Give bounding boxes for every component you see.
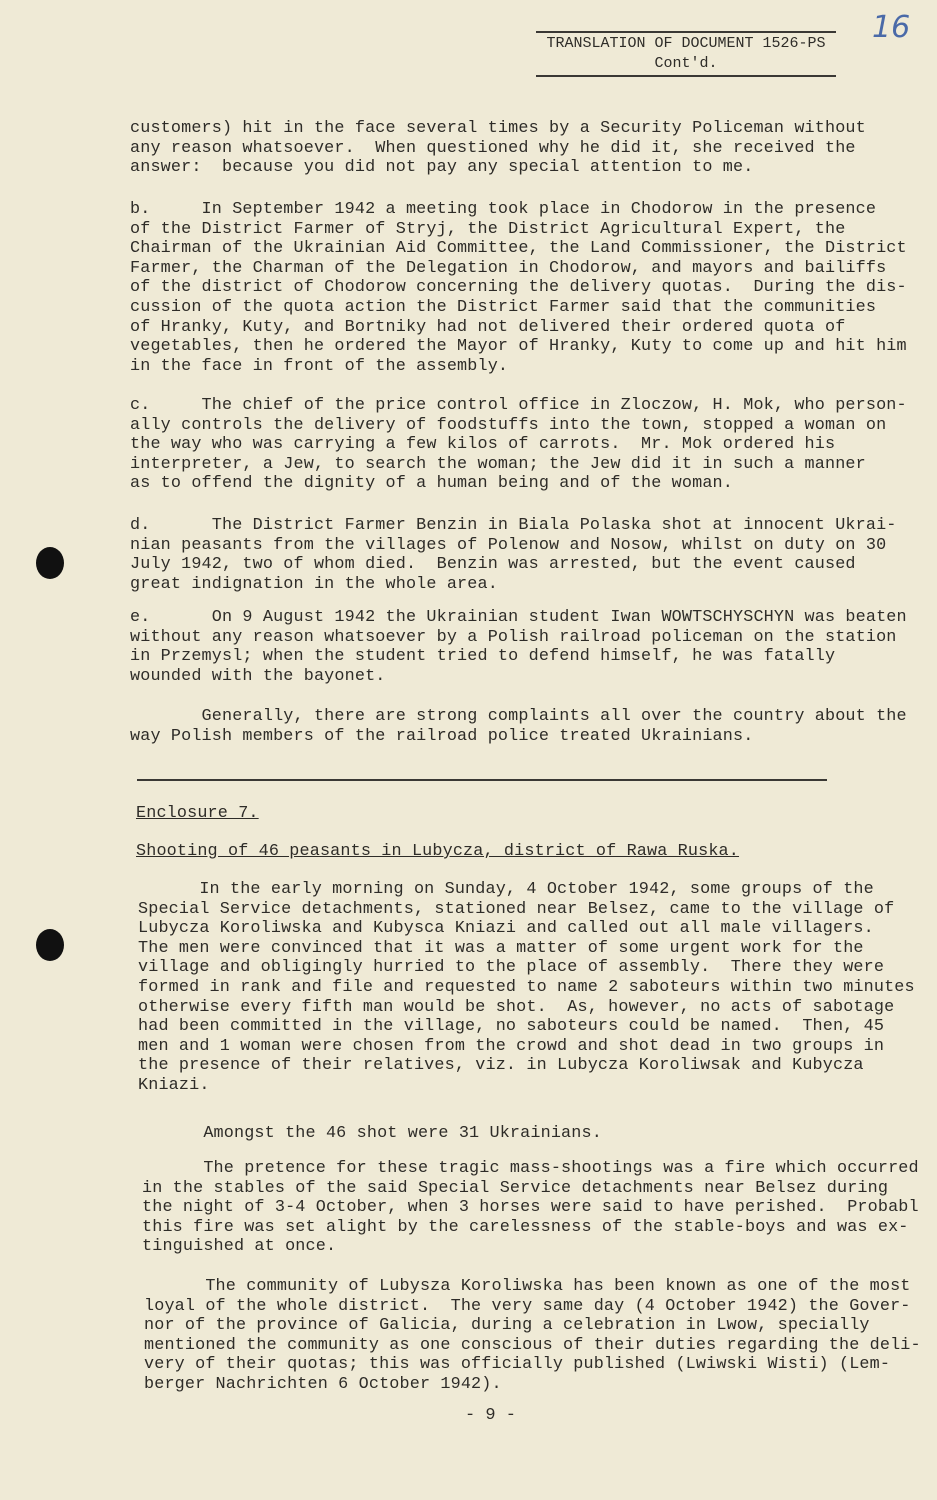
paragraph bbox=[130, 119, 866, 178]
text-line: interpreter, a Jew, to search the woman; the Jew did it in such a manner bbox=[130, 454, 866, 474]
paragraph-e bbox=[130, 608, 907, 686]
text-line: of Hranky, Kuty, and Bortniky had not delivered their ordered quota of bbox=[130, 317, 846, 337]
text-line: in the stables of the said Special Service detachments near Belsez during bbox=[142, 1178, 889, 1198]
text-line: great indignation in the whole area. bbox=[130, 574, 498, 594]
text-line: of the District Farmer of Stryj, the District Agricultural Expert, the bbox=[130, 219, 846, 239]
text-line: Lubycza Koroliwska and Kubysca Kniazi and called out all male villagers. bbox=[138, 919, 874, 939]
punch-hole bbox=[36, 547, 64, 579]
text-line: tinguished at once. bbox=[142, 1237, 337, 1257]
enclosure-paragraph bbox=[142, 1124, 602, 1144]
text-line: e. On 9 August 1942 the Ukrainian student Iwan WOWTSCHYSCHYN was beaten bbox=[130, 608, 907, 627]
enclosure-title: Shooting of 46 peasants in Lubycza, district of Rawa Ruska. bbox=[136, 842, 740, 861]
header-rule-bottom bbox=[536, 75, 836, 77]
text-line: In the early morning on Sunday, 4 October 1942, some groups of the bbox=[138, 880, 874, 899]
header-title: TRANSLATION OF DOCUMENT 1526-PS bbox=[546, 35, 826, 52]
text-line: Special Service detachments, stationed near Belsez, came to the village of bbox=[138, 899, 895, 919]
text-line: Chairman of the Ukrainian Aid Committee, the Land Commissioner, the District bbox=[130, 239, 907, 259]
text-line: loyal of the whole district. The very same day (4 October 1942) the Gover- bbox=[144, 1296, 911, 1316]
paragraph-d bbox=[130, 516, 897, 594]
text-line: answer: because you did not pay any special attention to me. bbox=[130, 158, 754, 178]
paragraph-b bbox=[130, 200, 907, 376]
text-line: d. The District Farmer Benzin in Biala Polaska shot at innocent Ukrai- bbox=[130, 516, 897, 535]
text-line: wounded with the bayonet. bbox=[130, 666, 386, 686]
text-line: in the face in front of the assembly. bbox=[130, 356, 509, 376]
text-line: any reason whatsoever. When questioned why he did it, she received the bbox=[130, 138, 856, 158]
text-line: b. In September 1942 a meeting took place in Chodorow in the presence bbox=[130, 200, 877, 219]
enclosure-paragraph bbox=[144, 1277, 921, 1395]
paragraph-generally bbox=[130, 707, 907, 746]
text-line: Generally, there are strong complaints all over the country about the bbox=[130, 707, 907, 726]
text-line: The community of Lubysza Koroliwska has been known as one of the most bbox=[144, 1277, 911, 1296]
text-line: had been committed in the village, no saboteurs could be named. Then, 45 bbox=[138, 1017, 885, 1037]
enclosure-label: Enclosure 7. bbox=[136, 804, 259, 823]
enclosure-paragraph bbox=[138, 880, 915, 1096]
text-line: vegetables, then he ordered the Mayor of Hranky, Kuty to come up and hit him bbox=[130, 337, 907, 357]
text-line: otherwise every fifth man would be shot. As, however, no acts of sabotage bbox=[138, 997, 895, 1017]
header-subtitle: Cont'd. bbox=[654, 55, 718, 72]
text-line: The pretence for these tragic mass-shootings was a fire which occurred bbox=[142, 1159, 919, 1178]
text-line: nor of the province of Galicia, during a celebration in Lwow, specially bbox=[144, 1316, 870, 1336]
section-separator bbox=[137, 779, 827, 781]
text-line: July 1942, two of whom died. Benzin was arrested, but the event caused bbox=[130, 555, 856, 575]
text-line: this fire was set alight by the carelessness of the stable-boys and was ex- bbox=[142, 1217, 909, 1237]
text-line: the night of 3-4 October, when 3 horses were said to have perished. Probabl bbox=[142, 1198, 919, 1218]
text-line: the way who was carrying a few kilos of carrots. Mr. Mok ordered his bbox=[130, 435, 836, 455]
text-line: the presence of their relatives, viz. in Lubycza Koroliwsak and Kubycza bbox=[138, 1056, 864, 1076]
text-line: men and 1 woman were chosen from the crowd and shot dead in two groups in bbox=[138, 1036, 885, 1056]
text-line: village and obligingly hurried to the place of assembly. There they were bbox=[138, 958, 885, 978]
page-number: - 9 - bbox=[465, 1406, 517, 1425]
punch-hole bbox=[36, 929, 64, 961]
enclosure-paragraph bbox=[142, 1159, 919, 1257]
header-rule-top bbox=[536, 31, 836, 33]
text-line: without any reason whatsoever by a Polish railroad policeman on the station bbox=[130, 627, 897, 647]
text-line: Kniazi. bbox=[138, 1075, 210, 1095]
text-line: Farmer, the Charman of the Delegation in Chodorow, and mayors and bailiffs bbox=[130, 258, 887, 278]
text-line: The men were convinced that it was a matter of some urgent work for the bbox=[138, 938, 864, 958]
text-line: way Polish members of the railroad police treated Ukrainians. bbox=[130, 726, 754, 746]
text-line: c. The chief of the price control office in Zloczow, H. Mok, who person- bbox=[130, 396, 907, 415]
text-line: very of their quotas; this was officially published (Lwiwski Wisti) (Lem- bbox=[144, 1355, 891, 1375]
text-line: cussion of the quota action the District Farmer said that the communities bbox=[130, 297, 877, 317]
text-line: formed in rank and file and requested to name 2 saboteurs within two minutes bbox=[138, 977, 915, 997]
text-line: Amongst the 46 shot were 31 Ukrainians. bbox=[142, 1124, 602, 1143]
text-line: ally controls the delivery of foodstuffs into the town, stopped a woman on bbox=[130, 415, 887, 435]
document-header bbox=[536, 30, 836, 78]
text-line: customers) hit in the face several times by a Security Policeman without bbox=[130, 119, 866, 138]
text-line: of the district of Chodorow concerning the delivery quotas. During the dis- bbox=[130, 278, 907, 298]
text-line: mentioned the community as one conscious of their duties regarding the deli- bbox=[144, 1335, 921, 1355]
paragraph-c bbox=[130, 396, 907, 494]
text-line: in Przemysl; when the student tried to defend himself, he was fatally bbox=[130, 647, 836, 667]
handwritten-page-number: 16 bbox=[872, 10, 911, 45]
text-line: as to offend the dignity of a human being and of the woman. bbox=[130, 474, 734, 494]
text-line: nian peasants from the villages of Polenow and Nosow, whilst on duty on 30 bbox=[130, 535, 887, 555]
text-line: berger Nachrichten 6 October 1942). bbox=[144, 1374, 502, 1394]
